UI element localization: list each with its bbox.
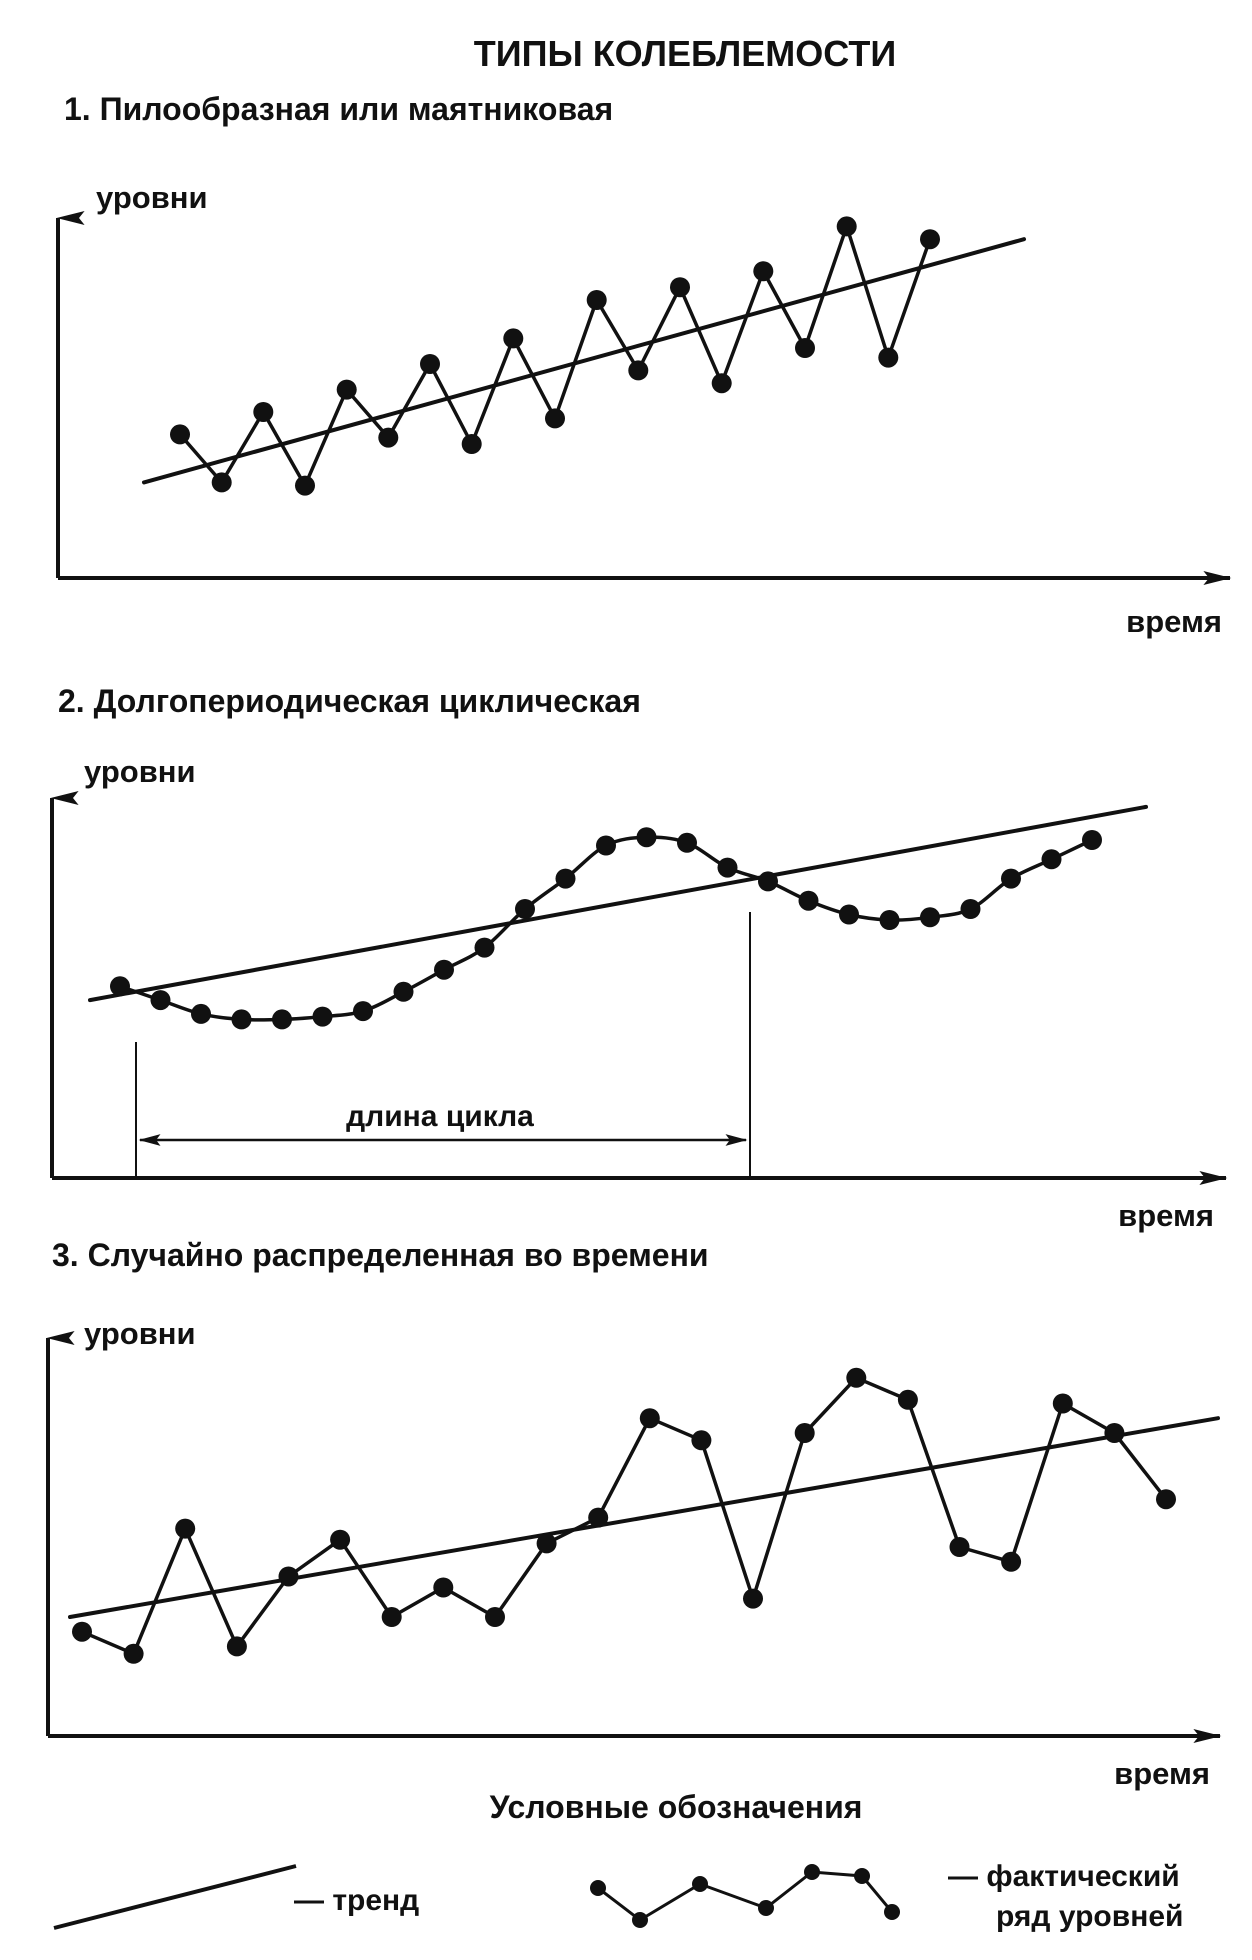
panel-1-title: 1. Пилообразная или маятниковая <box>64 91 614 127</box>
data-point-2-20 <box>880 910 900 930</box>
data-point-1-14 <box>712 373 732 393</box>
legend-actual-label-2: ряд уровней <box>996 1900 1184 1933</box>
data-point-1-5 <box>337 380 357 400</box>
data-point-2-9 <box>434 960 454 980</box>
data-point-1-9 <box>503 328 523 348</box>
data-point-1-6 <box>378 428 398 448</box>
data-point-3-10 <box>537 1533 557 1553</box>
panel-3-trend-layer <box>70 1418 1218 1617</box>
data-point-3-11 <box>588 1508 608 1528</box>
panel-2-ylabel: уровни <box>84 754 196 789</box>
data-point-2-1 <box>110 976 130 996</box>
data-point-3-6 <box>330 1530 350 1550</box>
data-point-3-3 <box>175 1519 195 1539</box>
data-point-3-17 <box>898 1390 918 1410</box>
panel-2-series-layer <box>110 827 1102 1029</box>
panel-3-xlabel: время <box>1114 1756 1210 1791</box>
panel-1-ylabel: уровни <box>96 180 208 215</box>
data-point-2-17 <box>758 871 778 891</box>
data-point-3-2 <box>124 1644 144 1664</box>
data-point-1-12 <box>628 360 648 380</box>
data-point-3-4 <box>227 1636 247 1656</box>
data-point-2-22 <box>961 899 981 919</box>
data-point-3-1 <box>72 1622 92 1642</box>
panel-2-xlabel: время <box>1118 1198 1214 1233</box>
data-point-1-17 <box>837 216 857 236</box>
data-point-2-24 <box>1042 849 1062 869</box>
data-point-2-11 <box>515 899 535 919</box>
data-point-2-5 <box>272 1009 292 1029</box>
data-point-2-8 <box>394 982 414 1002</box>
data-point-1-16 <box>795 338 815 358</box>
trend-line-2 <box>90 807 1146 1000</box>
data-point-2-2 <box>151 990 171 1010</box>
data-point-1-4 <box>295 476 315 496</box>
legend-actual-sample <box>590 1864 900 1928</box>
legend-trend-sample <box>54 1866 296 1928</box>
data-point-1-2 <box>212 472 232 492</box>
data-point-2-21 <box>920 907 940 927</box>
data-point-3-15 <box>795 1423 815 1443</box>
panel-1-xlabel: время <box>1126 604 1222 639</box>
data-point-2-13 <box>596 836 616 856</box>
data-point-2-7 <box>353 1001 373 1021</box>
data-point-2-16 <box>718 858 738 878</box>
panel-3-ylabel: уровни <box>84 1316 196 1351</box>
data-point-3-12 <box>640 1408 660 1428</box>
data-point-3-7 <box>382 1607 402 1627</box>
data-point-2-10 <box>475 938 495 958</box>
data-point-3-8 <box>433 1578 453 1598</box>
actual-series-line-1 <box>180 226 930 485</box>
data-point-1-1 <box>170 424 190 444</box>
data-point-2-19 <box>839 905 859 925</box>
data-point-1-7 <box>420 354 440 374</box>
panel-sawtooth <box>58 91 1230 639</box>
data-point-3-20 <box>1053 1394 1073 1414</box>
data-point-2-23 <box>1001 869 1021 889</box>
data-point-1-10 <box>545 408 565 428</box>
data-point-3-22 <box>1156 1489 1176 1509</box>
data-point-1-19 <box>920 229 940 249</box>
panel-2-title: 2. Долгопериодическая циклическая <box>58 683 641 719</box>
panel-1-series-layer <box>170 216 940 495</box>
legend-title: Условные обозначения <box>489 1789 863 1825</box>
data-point-3-13 <box>691 1430 711 1450</box>
actual-series-line-3 <box>82 1378 1166 1654</box>
cycle-length-label: длина цикла <box>346 1100 534 1133</box>
data-point-2-6 <box>313 1007 333 1027</box>
legend <box>54 1789 1183 1933</box>
data-point-2-15 <box>677 833 697 853</box>
data-point-1-15 <box>753 261 773 281</box>
panel-random <box>48 1237 1220 1791</box>
data-point-1-11 <box>587 290 607 310</box>
data-point-2-12 <box>556 869 576 889</box>
legend-trend-label: — тренд <box>294 1884 420 1917</box>
data-point-2-3 <box>191 1004 211 1024</box>
figure-title: ТИПЫ КОЛЕБЛЕМОСТИ <box>473 33 897 74</box>
data-point-3-21 <box>1104 1423 1124 1443</box>
data-point-2-18 <box>799 891 819 911</box>
panel-3-title: 3. Случайно распределенная во времени <box>52 1237 709 1273</box>
panel-3-series-layer <box>72 1368 1176 1664</box>
panel-cyclical <box>52 683 1226 1233</box>
data-point-1-8 <box>462 434 482 454</box>
data-point-3-5 <box>279 1567 299 1587</box>
data-point-3-14 <box>743 1589 763 1609</box>
data-point-1-18 <box>878 348 898 368</box>
data-point-1-3 <box>253 402 273 422</box>
data-point-3-18 <box>950 1537 970 1557</box>
data-point-2-14 <box>637 827 657 847</box>
actual-series-line-2 <box>120 837 1092 1020</box>
legend-actual-label-1: — фактический <box>948 1860 1180 1893</box>
data-point-3-16 <box>846 1368 866 1388</box>
panel-2-trend-layer <box>90 807 1146 1000</box>
data-point-1-13 <box>670 277 690 297</box>
data-point-2-4 <box>232 1009 252 1029</box>
trend-line-3 <box>70 1418 1218 1617</box>
data-point-3-19 <box>1001 1552 1021 1572</box>
data-point-3-9 <box>485 1607 505 1627</box>
data-point-2-25 <box>1082 830 1102 850</box>
